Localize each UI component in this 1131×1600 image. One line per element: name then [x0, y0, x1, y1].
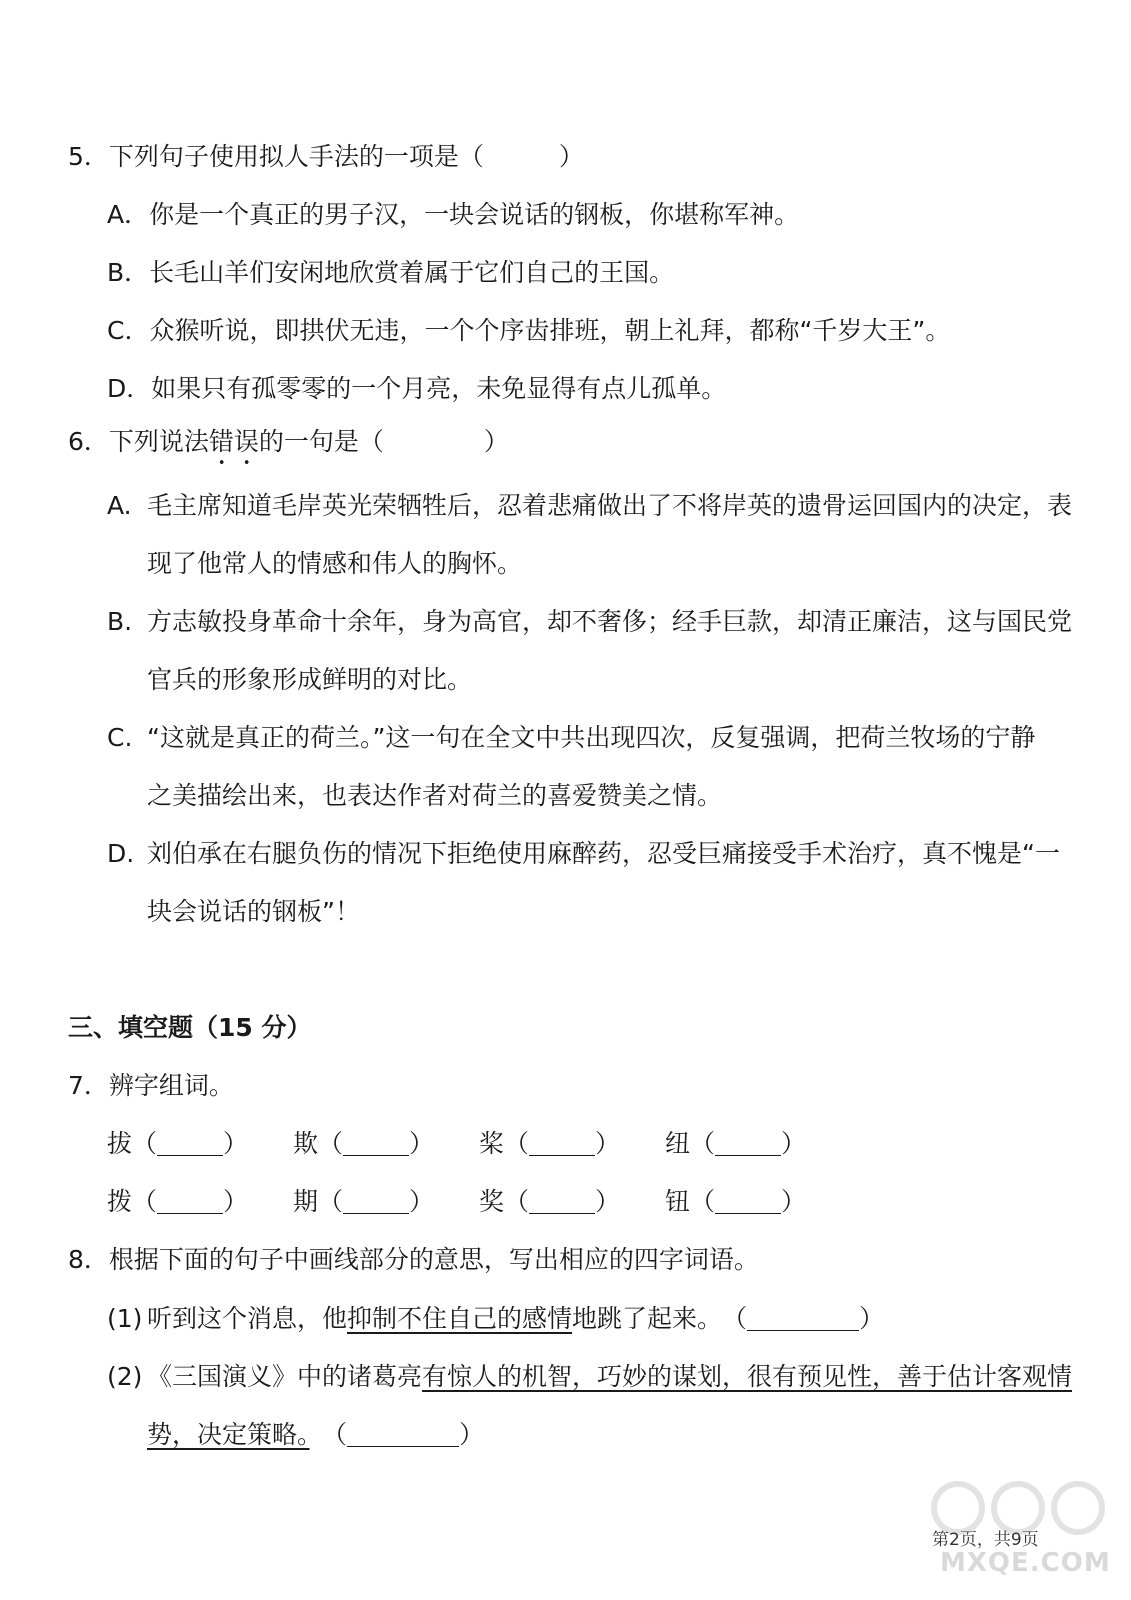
paren-open: （ — [734, 1304, 748, 1333]
q6-stem — [68, 425, 509, 471]
q6-option-a-label: A. — [107, 491, 132, 520]
q7-char: 期 — [293, 1187, 319, 1216]
paren-open: （ — [318, 1187, 344, 1216]
q8-sub2-num: (2) — [107, 1362, 143, 1391]
q8-sub2-pre: 《三国演义》中的诸葛亮 — [147, 1362, 423, 1391]
section-title: 三、填空题（15 分） — [68, 1013, 312, 1042]
paren-close: ） — [781, 1187, 807, 1216]
paren-open: （ — [504, 1187, 530, 1216]
answer-blank[interactable] — [715, 1189, 781, 1214]
answer-blank[interactable] — [747, 1306, 859, 1331]
paren-open: （ — [690, 1129, 716, 1158]
q6-option-b-line1: 方志敏投身革命十余年，身为高官，却不奢侈；经手巨款，却清正廉洁，这与国民党 — [147, 607, 1073, 636]
q7-char: 奖 — [479, 1187, 505, 1216]
q7-item — [479, 1127, 620, 1161]
q7-char: 拨 — [107, 1187, 133, 1216]
q6-option-b-line2: 官兵的形象形成鲜明的对比。 — [147, 665, 473, 694]
answer-blank[interactable] — [343, 1131, 409, 1156]
paren-open: （ — [132, 1129, 158, 1158]
q8-sub1 — [147, 1302, 884, 1336]
q7-item — [107, 1185, 248, 1219]
paren-close: ） — [223, 1129, 249, 1158]
q8-sub2-underlined: 有惊人的机智，巧妙的谋划，很有预见性，善于估计客观情 — [422, 1362, 1073, 1391]
q6-stem-pre: 6．下列说法 — [68, 427, 209, 456]
answer-blank[interactable] — [715, 1131, 781, 1156]
q6-stem-post: 的一句是（ ） — [258, 427, 509, 456]
q8-sub2-underlined-cont: 势，决定策略。 — [147, 1420, 310, 1449]
paren-close: ） — [595, 1129, 621, 1158]
q7-item — [665, 1127, 806, 1161]
q7-char: 桨 — [479, 1129, 505, 1158]
paren-close: ） — [459, 1420, 485, 1449]
q5-option-b: B．长毛山羊们安闲地欣赏着属于它们自己的王国。 — [107, 258, 675, 287]
q6-option-c-line1: “这就是真正的荷兰。”这一句在全文中共出现四次，反复强调，把荷兰牧场的宁静 — [147, 723, 1036, 752]
paren-close: ） — [409, 1187, 435, 1216]
q6-option-d-label: D. — [107, 839, 135, 868]
q7-item — [665, 1185, 806, 1219]
paren-open: （ — [690, 1187, 716, 1216]
q6-option-a-line1: 毛主席知道毛岸英光荣牺牲后，忍着悲痛做出了不将岸英的遗骨运回国内的决定，表 — [147, 491, 1073, 520]
paren-open: （ — [504, 1129, 530, 1158]
paren-open: （ — [334, 1420, 348, 1449]
q6-option-a-line2: 现了他常人的情感和伟人的胸怀。 — [147, 549, 523, 578]
q7-char: 钮 — [665, 1187, 691, 1216]
answer-blank[interactable] — [157, 1189, 223, 1214]
q6-stem-emphasis: 错误 — [208, 427, 259, 456]
q7-char: 欺 — [293, 1129, 319, 1158]
paren-close: ） — [223, 1187, 249, 1216]
q6-option-d-line1: 刘伯承在右腿负伤的情况下拒绝使用麻醉药，忍受巨痛接受手术治疗，真不愧是“一 — [147, 839, 1060, 868]
q6-option-c-label: C. — [107, 723, 133, 752]
q7-item — [479, 1185, 620, 1219]
q7-item — [293, 1185, 434, 1219]
answer-blank[interactable] — [529, 1131, 595, 1156]
answer-blank[interactable] — [157, 1131, 223, 1156]
q8-sub1-pre: 听到这个消息，他 — [147, 1304, 348, 1333]
q8-sub2-line2 — [147, 1418, 484, 1452]
q8-stem: 8．根据下面的句子中画线部分的意思，写出相应的四字词语。 — [68, 1245, 759, 1274]
paren-close: ） — [859, 1304, 885, 1333]
q6-option-b-label: B. — [107, 607, 133, 636]
paren-open: （ — [318, 1129, 344, 1158]
answer-blank[interactable] — [347, 1422, 459, 1447]
q7-char: 纽 — [665, 1129, 691, 1158]
q8-sub1-post: 地跳了起来。 — [572, 1304, 710, 1333]
q5-stem: 5．下列句子使用拟人手法的一项是（ ） — [68, 142, 584, 171]
q6-option-c-line2: 之美描绘出来，也表达作者对荷兰的喜爱赞美之情。 — [147, 781, 723, 810]
page-number: 第2页，共9页 — [932, 1530, 1039, 1550]
q5-option-c: C．众猴听说，即拱伏无违，一个个序齿排班，朝上礼拜，都称“千岁大王”。 — [107, 316, 951, 345]
q5-option-d: D．如果只有孤零零的一个月亮，未免显得有点儿孤单。 — [107, 374, 727, 403]
paren-open: （ — [132, 1187, 158, 1216]
q6-option-d-line2: 块会说话的钢板”！ — [147, 897, 360, 926]
answer-blank[interactable] — [343, 1189, 409, 1214]
q7-item — [107, 1127, 248, 1161]
q5-option-a: A．你是一个真正的男子汉，一块会说话的钢板，你堪称军神。 — [107, 200, 800, 229]
q8-sub1-num: (1) — [107, 1304, 143, 1333]
q8-sub2-line1 — [147, 1360, 1072, 1394]
paren-close: ） — [409, 1129, 435, 1158]
q7-char: 拔 — [107, 1129, 133, 1158]
paren-close: ） — [595, 1187, 621, 1216]
paren-close: ） — [781, 1129, 807, 1158]
watermark-url: MXQE.COM — [940, 1548, 1111, 1578]
q7-stem: 7．辨字组词。 — [68, 1071, 234, 1100]
q7-item — [293, 1127, 434, 1161]
q8-sub1-underlined: 抑制不住自己的感情 — [347, 1304, 573, 1333]
answer-blank[interactable] — [529, 1189, 595, 1214]
